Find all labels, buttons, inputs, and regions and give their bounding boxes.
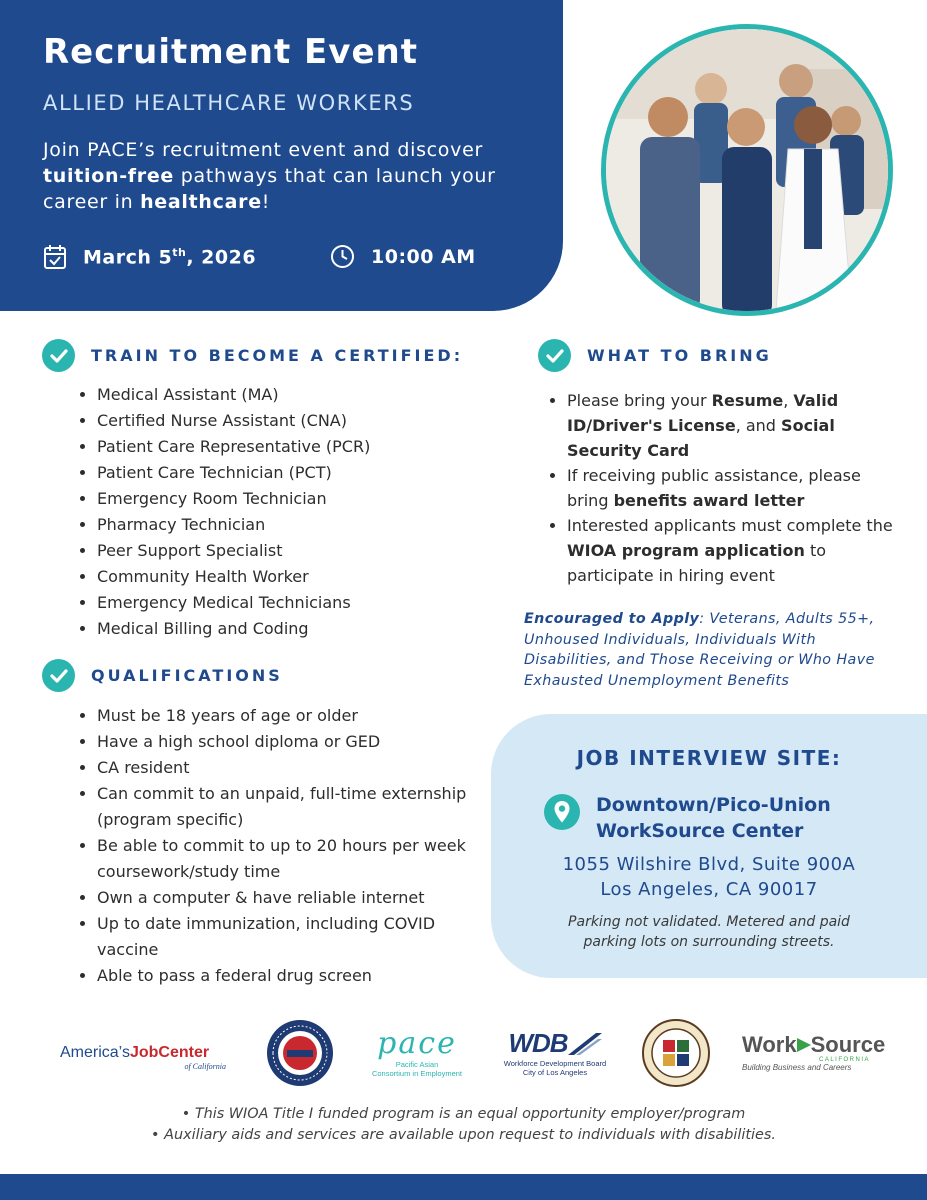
list-item: • Interested applicants must complete the WIOA program application to participate in hiring event: [567, 513, 907, 588]
page-title: Recruitment Event: [43, 32, 418, 72]
list-item: • Community Health Worker: [97, 564, 497, 590]
bring-heading-text: WHAT TO BRING: [587, 346, 772, 365]
event-time: [330, 244, 476, 269]
footer-disclaimer: [0, 1104, 927, 1146]
list-item: • Own a computer & have reliable internet: [97, 885, 467, 911]
site-address: 1055 Wilshire Blvd, Suite 900A Los Angeles, CA 90017: [562, 854, 856, 900]
checkmark-icon: [538, 339, 571, 372]
bring-list: [547, 388, 907, 588]
ewdd-seal-logo: [264, 1015, 336, 1090]
qualifications-list: [77, 703, 467, 989]
time-text: 10:00 AM: [371, 245, 476, 268]
event-date: [43, 244, 256, 270]
bottom-bar: [0, 1174, 927, 1200]
date-text: March 5th, 2026: [83, 245, 257, 269]
page-subtitle: ALLIED HEALTHCARE WORKERS: [43, 91, 415, 115]
wdb-logo: WDB Workforce Development Board City of Los Angeles: [503, 1028, 607, 1077]
list-item: • Have a high school diploma or GED: [97, 729, 467, 755]
hero-banner: [0, 0, 563, 311]
list-item: • CA resident: [97, 755, 467, 781]
location-pin-icon: [544, 794, 580, 830]
list-item: • Patient Care Representative (PCR): [97, 434, 497, 460]
list-item: • Can commit to an unpaid, full-time externship (program specific): [97, 781, 467, 833]
qualifications-heading-text: QUALIFICATIONS: [91, 666, 283, 685]
train-list: [77, 382, 497, 642]
list-item: • Peer Support Specialist: [97, 538, 497, 564]
list-item: • Up to date immunization, including COVID vaccine: [97, 911, 467, 963]
list-item: • Patient Care Technician (PCT): [97, 460, 497, 486]
checkmark-icon: [42, 339, 75, 372]
worksource-california-logo: Work Source CALIFORNIA Building Business and Careers: [742, 1032, 886, 1072]
sponsor-logos: [0, 1015, 927, 1090]
list-item: • Emergency Room Technician: [97, 486, 497, 512]
site-name: Downtown/Pico-Union WorkSource Center: [596, 794, 831, 842]
calendar-icon: [43, 244, 67, 270]
city-of-los-angeles-seal: [638, 1015, 714, 1090]
clock-icon: [330, 244, 355, 269]
list-item: • Be able to commit to up to 20 hours per week coursework/study time: [97, 833, 467, 885]
list-item: • Medical Billing and Coding: [97, 616, 497, 642]
list-item: • Emergency Medical Technicians: [97, 590, 497, 616]
site-title: JOB INTERVIEW SITE:: [576, 746, 842, 770]
encouraged-to-apply: Encouraged to Apply: Veterans, Adults 55+, Unhoused Individuals, Individuals With Disabilities, and Those Receiving or Who Have Exhausted Unemployment Benefits: [524, 611, 875, 689]
pace-logo: pace Pacific Asian Consortium in Employment: [371, 1025, 463, 1078]
list-item: • Medical Assistant (MA): [97, 382, 497, 408]
train-heading-text: TRAIN TO BECOME A CERTIFIED:: [91, 346, 464, 365]
train-heading: [42, 339, 463, 372]
disclaimer-line: • Auxiliary aids and services are available upon request to individuals with disabilities.: [151, 1127, 776, 1143]
qualifications-heading: [42, 659, 283, 692]
checkmark-icon: [42, 659, 75, 692]
americas-job-center-logo: America’sJobCenter of California: [60, 1044, 226, 1071]
list-item: • If receiving public assistance, please bring benefits award letter: [567, 463, 907, 513]
intro-text: Join PACE’s recruitment event and discover tuition-free pathways that can launch your career in healthcare!: [43, 139, 496, 213]
parking-note: Parking not validated. Metered and paid parking lots on surrounding streets.: [568, 914, 850, 950]
list-item: • Able to pass a federal drug screen: [97, 963, 467, 989]
interview-site-panel: [491, 714, 927, 978]
disclaimer-line: • This WIOA Title I funded program is an equal opportunity employer/program: [181, 1106, 746, 1122]
list-item: • Certified Nurse Assistant (CNA): [97, 408, 497, 434]
list-item: • Pharmacy Technician: [97, 512, 497, 538]
healthcare-team-photo: [601, 24, 893, 316]
list-item: • Must be 18 years of age or older: [97, 703, 467, 729]
list-item: • Please bring your Resume, Valid ID/Driver's License, and Social Security Card: [567, 388, 907, 463]
bring-heading: [538, 339, 772, 372]
